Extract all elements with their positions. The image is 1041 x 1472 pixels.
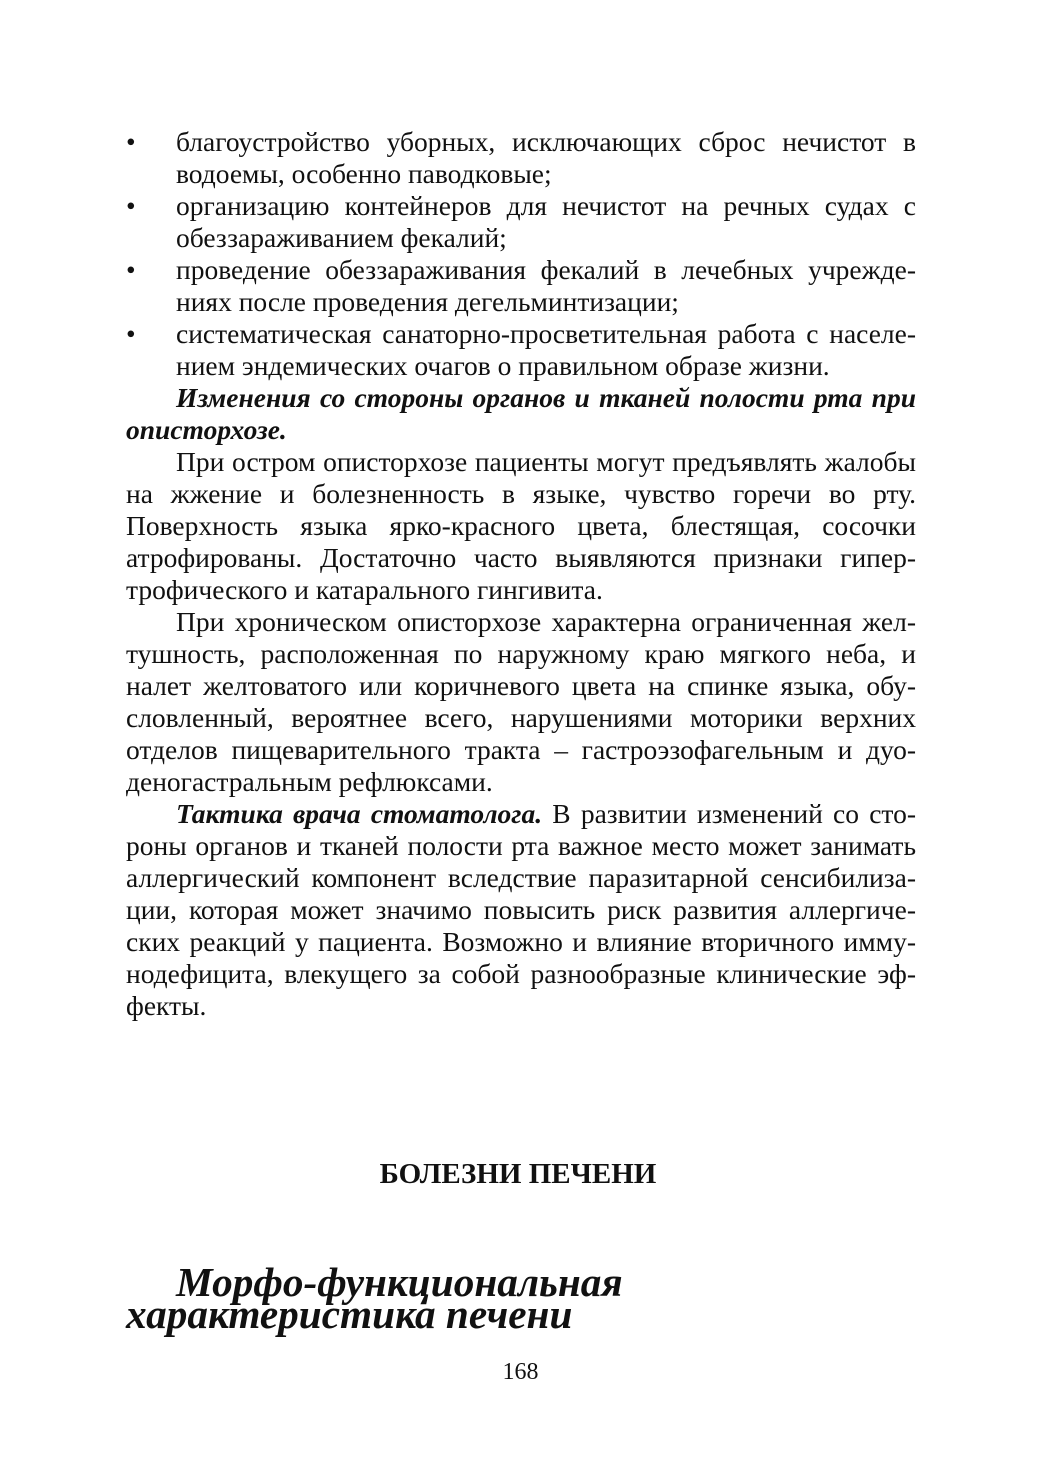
subsection-title: Морфо-функциональная характеристика печени (126, 1259, 623, 1337)
dentist-tactics-lead: Тактика врача стоматолога. (176, 798, 543, 829)
bullet-icon: • (126, 318, 136, 349)
oral-changes-heading: Изменения со стороны органов и тканей полости рта при описторхозе. (126, 382, 916, 445)
section-spacer (126, 1022, 916, 1156)
list-item-text: систематическая санаторно-просветительная работа с населением эндемических очагов о правильном образе жизни. (176, 318, 916, 381)
list-item (126, 190, 916, 254)
prevention-bullet-list (126, 126, 916, 382)
chronic-opisthorchiasis-paragraph: При хроническом описторхозе характерна ограниченная желтушность, расположенная по наружному краю мягкого неба, и налет желтоватого или коричневого цвета на спинке языка, обусловленный, вероятнее всего, нарушениями моторики верхних отделов пищеварительного тракта – гастроэзофагельным и дуоденогастральным рефлюксами. (126, 606, 916, 797)
bullet-icon: • (126, 126, 136, 157)
page-number: 168 (502, 1359, 539, 1385)
list-item-text: благоустройство уборных, исключающих сброс нечистот в водоемы, особенно паводковые; (176, 126, 916, 189)
list-item-text: организацию контейнеров для нечистот на речных судах с обеззараживанием фекалий; (176, 190, 916, 253)
bullet-icon: • (126, 254, 136, 285)
page-content (126, 126, 916, 1337)
list-item (126, 254, 916, 318)
heading-spacer (126, 1192, 916, 1266)
dentist-tactics-paragraph (126, 798, 916, 1022)
dentist-tactics-text: В развитии изменений со стороны органов и тканей полости рта важное место может занимать аллергический компонент вследствие паразитарной сенсибилизации, которая может значимо повысить риск развития аллергических реакций у пациента. Возможно и влияние вторичного иммунодефицита, влекущего за собой разнообразные клинические эффекты. (126, 798, 916, 1021)
list-item (126, 126, 916, 190)
list-item (126, 318, 916, 382)
chapter-title: БОЛЕЗНИ ПЕЧЕНИ (379, 1158, 657, 1190)
list-item-text: проведение обеззараживания фекалий в лечебных учреждениях после проведения дегельминтизации; (176, 254, 916, 317)
acute-opisthorchiasis-paragraph: При остром описторхозе пациенты могут предъявлять жалобы на жжение и болезненность в языке, чувство горечи во рту. Поверхность языка ярко-красного цвета, блестящая, сосочки атрофированы. Достаточно часто выявляются признаки гипертрофического и катарального гингивита. (126, 446, 916, 605)
bullet-icon: • (126, 190, 136, 221)
